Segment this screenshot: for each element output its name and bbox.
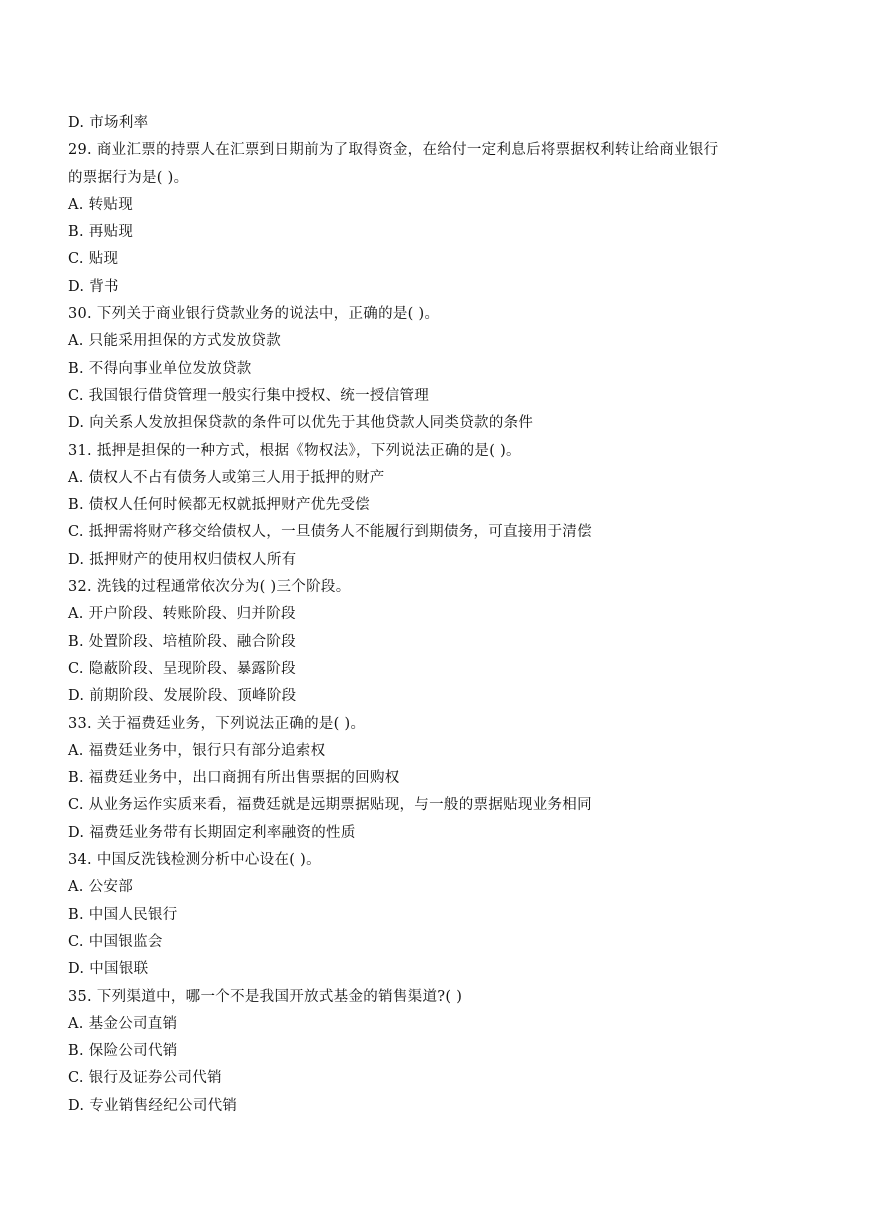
- option-line: A. 基金公司直销: [68, 1015, 178, 1032]
- option-line: D. 抵押财产的使用权归债权人所有: [68, 551, 297, 568]
- option-line: D. 市场利率: [68, 115, 149, 131]
- option-line: A. 债权人不占有债务人或第三人用于抵押的财产: [68, 469, 385, 486]
- option-line: D. 向关系人发放担保贷款的条件可以优先于其他贷款人同类贷款的条件: [68, 415, 534, 432]
- question-line: 32. 洗钱的过程通常依次分为( )三个阶段。: [68, 579, 351, 596]
- option-line: D. 背书: [68, 278, 119, 295]
- option-line: B. 再贴现: [68, 224, 134, 241]
- option-line: A. 转贴现: [68, 196, 133, 213]
- option-line: B. 不得向事业单位发放贷款: [68, 360, 252, 377]
- question-line: 35. 下列渠道中，哪一个不是我国开放式基金的销售渠道?( ): [68, 988, 463, 1005]
- option-line: B. 保险公司代销: [68, 1043, 178, 1060]
- option-line: C. 抵押需将财产移交给债权人，一旦债务人不能履行到期债务，可直接用于清偿: [68, 524, 592, 541]
- question-line: 34. 中国反洗钱检测分析中心设在( )。: [68, 852, 321, 869]
- option-line: B. 福费廷业务中，出口商拥有所出售票据的回购权: [68, 770, 400, 787]
- question-line: 31. 抵押是担保的一种方式，根据《物权法》，下列说法正确的是( )。: [68, 442, 521, 459]
- option-line: C. 我国银行借贷管理一般实行集中授权、统一授信管理: [68, 387, 430, 404]
- option-line: C. 中国银监会: [68, 933, 163, 950]
- question-line: 30. 下列关于商业银行贷款业务的说法中，正确的是( )。: [68, 306, 440, 323]
- question-line: 29. 商业汇票的持票人在汇票到日期前为了取得资金，在给付一定利息后将票据权利转让给商业银行: [68, 142, 719, 159]
- option-line: C. 贴现: [68, 251, 119, 268]
- question-line-continuation: 的票据行为是( )。: [68, 169, 189, 186]
- option-line: D. 福费廷业务带有长期固定利率融资的性质: [68, 824, 356, 841]
- option-line: D. 中国银联: [68, 961, 149, 978]
- option-line: B. 处置阶段、培植阶段、融合阶段: [68, 633, 296, 650]
- option-line: A. 只能采用担保的方式发放贷款: [68, 333, 281, 350]
- option-line: C. 银行及证券公司代销: [68, 1070, 222, 1087]
- option-line: B. 债权人任何时候都无权就抵押财产优先受偿: [68, 497, 370, 514]
- question-line: 33. 关于福费廷业务，下列说法正确的是( )。: [68, 715, 366, 732]
- option-line: A. 开户阶段、转账阶段、归并阶段: [68, 606, 296, 623]
- option-line: C. 从业务运作实质来看，福费廷就是远期票据贴现，与一般的票据贴现业务相同: [68, 797, 592, 814]
- option-line: A. 福费廷业务中，银行只有部分追索权: [68, 742, 326, 759]
- option-line: B. 中国人民银行: [68, 906, 178, 923]
- option-line: D. 专业销售经纪公司代销: [68, 1097, 238, 1114]
- option-line: A. 公安部: [68, 879, 133, 896]
- option-line: D. 前期阶段、发展阶段、顶峰阶段: [68, 688, 297, 705]
- option-line: C. 隐蔽阶段、呈现阶段、暴露阶段: [68, 660, 296, 677]
- document-content: [68, 110, 768, 1120]
